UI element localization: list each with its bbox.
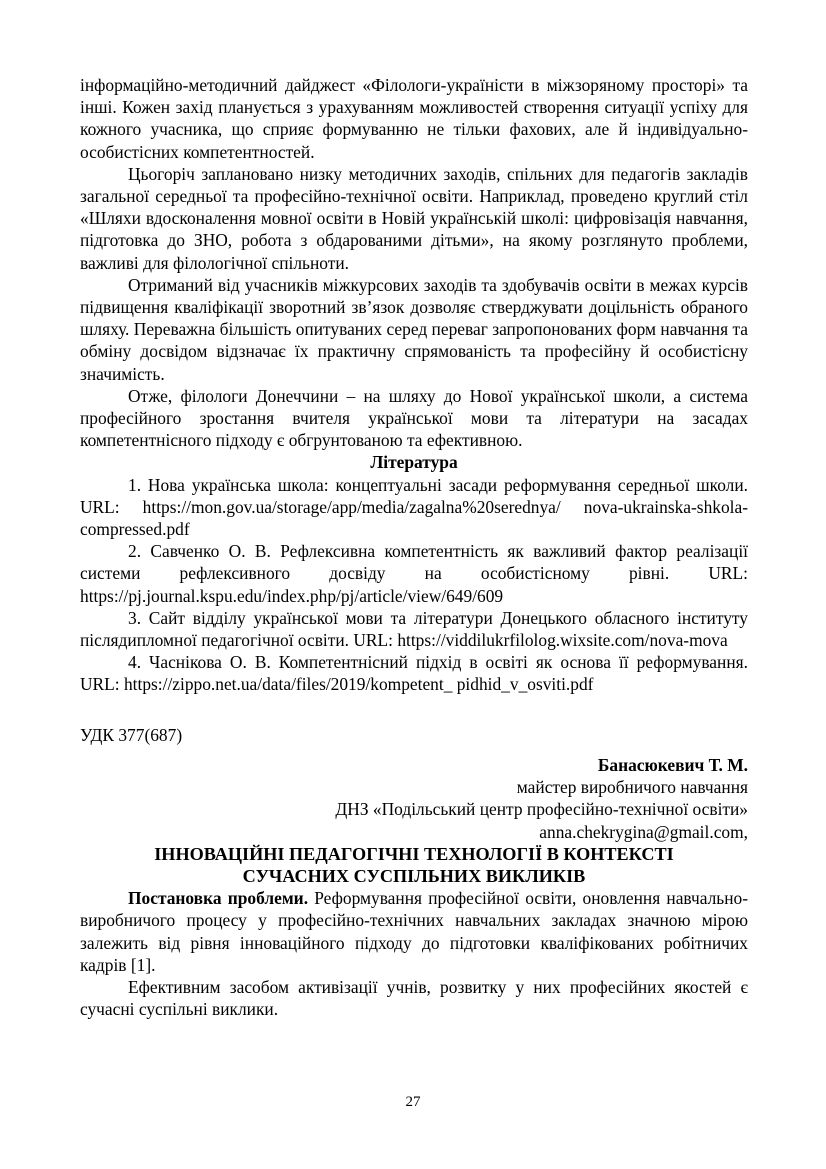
udk-code: УДК 377(687)	[80, 724, 183, 745]
author-name: Банасюкевич Т. М.	[597, 754, 748, 775]
spacer	[80, 696, 748, 724]
document-page	[80, 74, 748, 1020]
problem-text: Реформування професійної освіти, оновлення навчально-виробничого процесу у професійно-технічних навчальних закладах значною мірою залежить від рівня інноваційного підходу до підготовки кваліфікованих робітничих кадрів [1].	[80, 888, 748, 975]
author-position: майстер виробничого навчання	[516, 777, 748, 798]
page-number: 27	[405, 1094, 421, 1110]
problem-label: Постановка проблеми.	[128, 888, 309, 909]
reference-1: 1. Нова українська школа: концептуальні засади реформування середньої школи. URL: https://mon.gov.ua/storage/app/media/zagalna%20serednya/ nova-ukrainska-shkola-compressed.pdf	[80, 474, 748, 540]
paragraph-4: Отже, філологи Донеччини – на шляху до Нової української школи, а система професійного зростання вчителя української мови та літератури на засадах компетентнісного підходу є обгрунтованою та ефективною.	[80, 385, 748, 451]
author-institution: ДНЗ «Подільський центр професійно-технічної освіти»	[335, 799, 748, 820]
reference-2: 2. Савченко О. В. Рефлексивна компетентність як важливий фактор реалізації системи рефлексивного досвіду на особистісному рівні. URL: https://pj.journal.kspu.edu/index.php/pj/article/view/649/609	[80, 541, 748, 606]
reference-4: 4. Часнікова О. В. Компетентнісний підхід в освіті як основа її реформування. URL: https://zippo.net.ua/data/files/2019/kompetent_ pidhid_v_osviti.pdf	[80, 652, 748, 695]
author-email: anna.chekrygina@gmail.com,	[539, 821, 748, 842]
article-title-line-2: СУЧАСНИХ СУСПІЛЬНИХ ВИКЛИКІВ	[242, 865, 586, 886]
last-paragraph: Ефективним засобом активізації учнів, розвитку у них професійних якостей є сучасні суспільні виклики.	[80, 976, 748, 1020]
reference-3: 3. Сайт відділу української мови та літератури Донецького обласного інституту післядипломної педагогічної освіти. URL: https://viddilukrfilolog.wixsite.com/nova-mova	[80, 607, 748, 651]
literature-heading: Література	[370, 452, 458, 473]
problem-paragraph	[80, 887, 748, 976]
paragraph-1: інформаційно-методичний дайджест «Філологи-україністи в міжзоряному просторі» та інші. Кожен захід планується з урахуванням можливостей створення ситуації успіху для кожного учасника, що сприяє формуванню не тільки фахових, але й індивідуально-особистісних компетентностей.	[80, 75, 748, 162]
paragraph-2: Цьогоріч заплановано низку методичних заходів, спільних для педагогів закладів загальної середньої та професійно-технічної освіти. Наприклад, проведено круглий стіл «Шляхи вдосконалення мовної освіти в Новій українській школі: цифровізація навчання, підготовка до ЗНО, робота з обдарованими дітьми», на якому розглянуто проблеми, важливі для філологічної спільноти.	[80, 163, 748, 273]
paragraph-3: Отриманий від учасників міжкурсових заходів та здобувачів освіти в межах курсів підвищення кваліфікації зворотний зв’язок дозволяє стверджувати доцільність обраного шляху. Переважна більшість опитуваних серед переваг запропонованих форм навчання та обміну досвідом відзначає їх практичну спрямованість та професійну й особистісну значимість.	[80, 274, 748, 384]
article-title-line-1: ІННОВАЦІЙНІ ПЕДАГОГІЧНІ ТЕХНОЛОГІЇ В КОНТЕКСТІ	[154, 843, 674, 864]
